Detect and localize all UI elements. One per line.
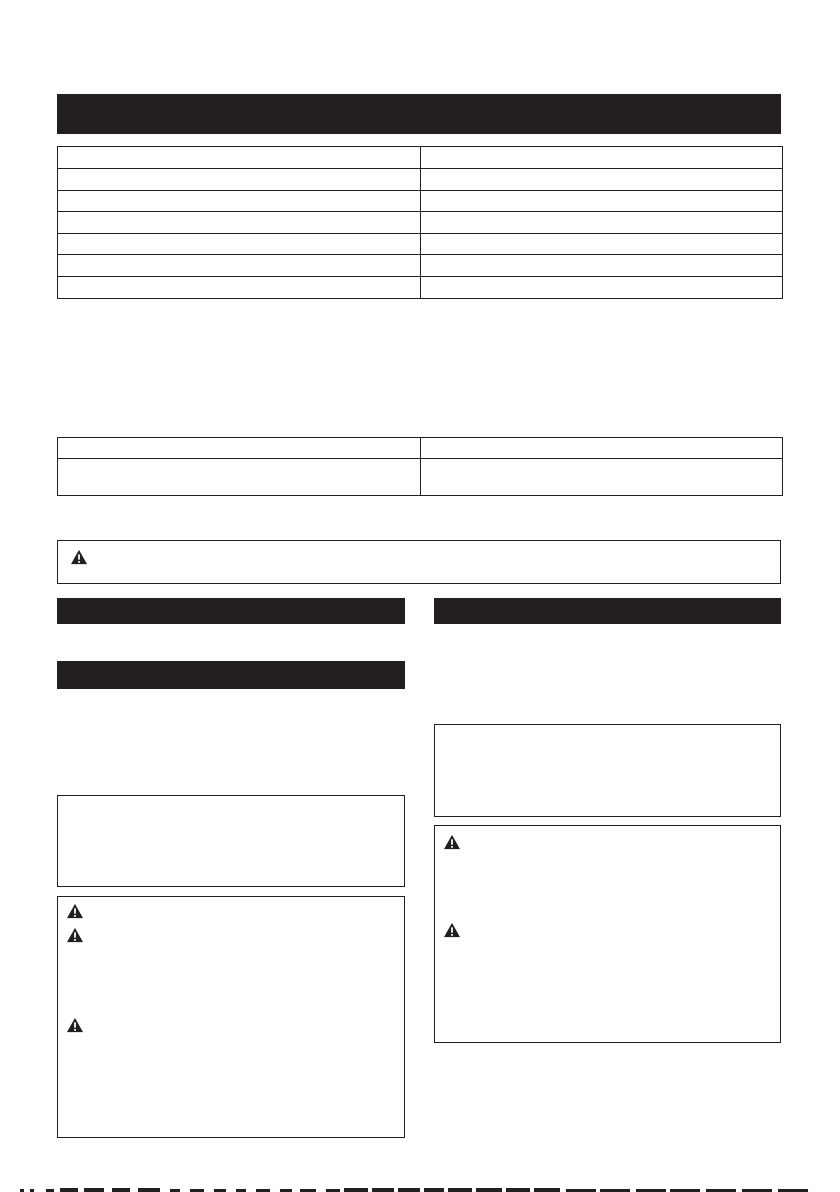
spec-value (421, 234, 783, 255)
table-row (58, 438, 783, 459)
spec-table-2 (57, 437, 783, 496)
spec-label (58, 191, 421, 212)
warning-triangle-icon (66, 927, 84, 943)
spec-value (421, 169, 783, 191)
table-row (58, 169, 783, 191)
spec-value (421, 147, 783, 169)
spec-label (58, 147, 421, 169)
title-bar (57, 94, 781, 134)
table-row (58, 147, 783, 169)
spec-label (58, 438, 421, 459)
spec-value (421, 212, 783, 234)
spec-label (58, 212, 421, 234)
warning-triangle-icon (66, 1017, 84, 1033)
footer-strip (0, 1187, 840, 1192)
table-row (58, 277, 783, 299)
left-heading-1 (57, 598, 405, 624)
warning-triangle-icon (70, 549, 88, 565)
spec-value (421, 191, 783, 212)
right-note-box (434, 724, 781, 817)
spec-label (58, 169, 421, 191)
spec-label (58, 459, 421, 496)
spec-value (421, 255, 783, 277)
spec-label (58, 234, 421, 255)
right-warning-box (434, 825, 781, 1043)
spec-value (421, 459, 783, 496)
warning-triangle-icon (66, 903, 84, 919)
left-note-box (57, 795, 405, 887)
left-warning-box (57, 896, 405, 1138)
spec-table-1 (57, 146, 783, 299)
warning-triangle-icon (443, 834, 461, 850)
warning-triangle-icon (443, 922, 461, 938)
warning-banner (57, 540, 781, 584)
table-row (58, 255, 783, 277)
spec-value (421, 277, 783, 299)
right-heading-1 (434, 598, 781, 624)
table-row (58, 234, 783, 255)
spec-value (421, 438, 783, 459)
table-row (58, 459, 783, 496)
left-heading-2 (57, 661, 405, 689)
spec-label (58, 277, 421, 299)
spec-label (58, 255, 421, 277)
table-row (58, 212, 783, 234)
table-row (58, 191, 783, 212)
